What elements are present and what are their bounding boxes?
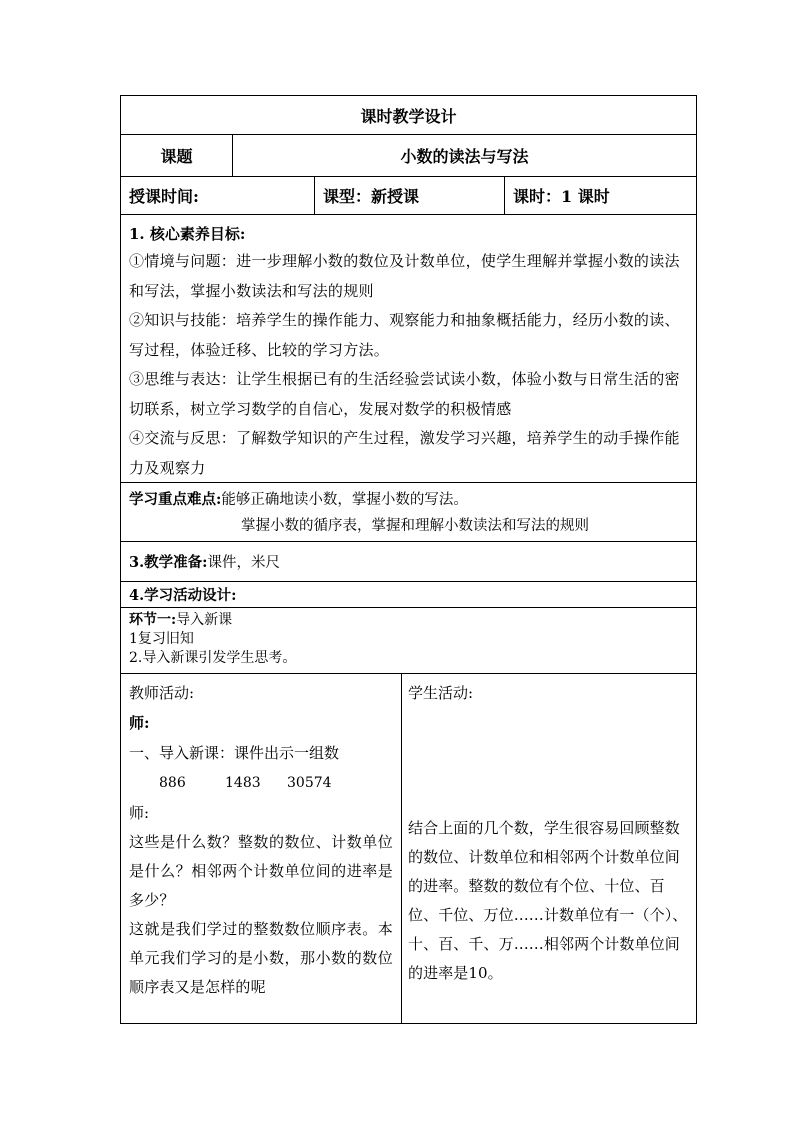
teacher-activity-label: 教师活动: — [129, 684, 195, 702]
doc-title-row — [120, 95, 697, 135]
key-points-label: 学习重点难点: — [129, 491, 222, 508]
lesson-type-cell: 课型：新授课 — [315, 177, 505, 214]
student-activity-label: 学生活动: — [408, 684, 474, 702]
preparation-row — [120, 542, 697, 582]
number-item: 30574 — [287, 775, 332, 791]
info-row — [120, 177, 697, 215]
class-time-cell: 授课时间: — [121, 177, 315, 214]
teacher-explanation: 这就是我们学过的整数数位顺序表。本单元我们学习的是小数，那小数的数位顺序表又是怎样的呢 — [129, 920, 393, 996]
activity-design-label: 4.学习活动设计: — [129, 587, 237, 604]
segment1-title: 环节一: — [129, 612, 177, 628]
segment1-line1: 1复习旧知 — [129, 631, 194, 647]
teacher-intro: 一、导入新课：课件出示一组数 — [129, 744, 340, 762]
number-item: 1483 — [225, 775, 261, 791]
class-hours-cell: 课时：1 课时 — [513, 187, 610, 206]
goal-item: ④交流与反思：了解数学知识的产生过程，激发学习兴趣，培养学生的动手操作能力及观察力 — [129, 429, 680, 477]
goal-item: ①情境与问题：进一步理解小数的数位及计数单位，使学生理解并掌握小数的读法和写法，掌握小数读法和写法的规则 — [129, 252, 680, 300]
subject-value: 小数的读法与写法 — [400, 147, 529, 166]
doc-title: 课时教学设计 — [360, 106, 457, 126]
key-points-line1: 能够正确地读小数，掌握小数的写法。 — [221, 492, 468, 508]
segment1-section — [120, 608, 697, 674]
key-points-section — [120, 483, 697, 542]
goal-item: ③思维与表达：让学生根据已有的生活经验尝试读小数，体验小数与日常生活的密切联系，树立学习数学的自信心，发展对数学的积极情感 — [129, 370, 680, 418]
subject-label: 课题 — [121, 135, 233, 176]
activity-design-row — [120, 582, 697, 608]
segment1-line2: 2.导入新课引发学生思考。 — [129, 650, 297, 666]
goal-item: ②知识与技能：培养学生的操作能力、观察能力和抽象概括能力，经历小数的读、写过程，体验迁移、比较的学习方法。 — [129, 311, 680, 359]
number-group — [129, 768, 393, 798]
teacher-shi-1: 师: — [129, 714, 150, 732]
student-activity-cell — [402, 674, 696, 1023]
goals-section — [120, 215, 697, 483]
key-points-line2: 掌握小数的循序表，掌握和理解小数读法和写法的规则 — [241, 518, 589, 534]
number-item: 886 — [159, 775, 186, 791]
student-activity-text: 结合上面的几个数，学生很容易回顾整数的数位、计数单位和相邻两个计数单位间的进率。整数的数位有个位、十位、百位、千位、万位……计数单位有一（个）、十、百、千、万……相邻两个计数单位间的进率是10。 — [408, 819, 688, 982]
subject-row — [120, 135, 697, 177]
teacher-question: 这些是什么数？整数的数位、计数单位是什么？相邻两个计数单位间的进率是多少？ — [129, 833, 393, 909]
segment1-title-rest: 导入新课 — [176, 612, 233, 628]
preparation-value: 课件，米尺 — [207, 555, 280, 571]
goals-title: 1. 核心素养目标: — [129, 225, 246, 243]
teacher-activity-cell — [121, 674, 402, 1023]
lesson-plan-table — [120, 95, 697, 1024]
preparation-label: 3.教学准备: — [129, 554, 208, 571]
teacher-shi-2: 师: — [129, 804, 150, 822]
activities-row — [120, 674, 697, 1024]
